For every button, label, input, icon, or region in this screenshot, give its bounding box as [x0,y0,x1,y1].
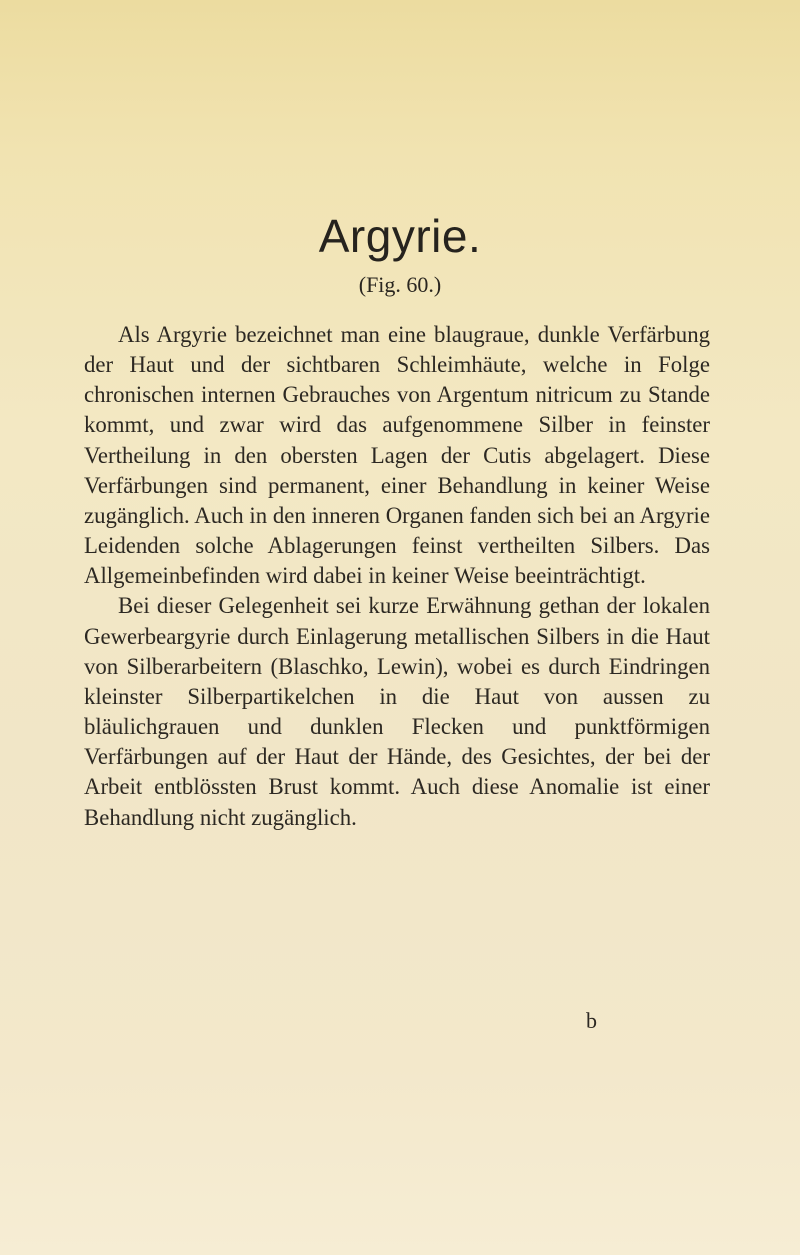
page-title: Argyrie. [318,210,482,262]
paragraph: Bei dieser Gelegenheit sei kurze Erwähnung gethan der lokalen Gewerbeargyrie durch Einlagerung metallischen Silbers in die Haut von Silberarbeitern (Blaschko, Lewin), wobei es durch Eindringen kleinster Silberpartikelchen in die Haut von aussen zu bläulichgrauen und dunklen Flecken und punktförmigen Verfärbungen auf der Haut der Hände, des Gesichtes, der bei der Arbeit entblössten Brust kommt. Auch diese Anomalie ist einer Behandlung nicht zugänglich. [84,593,710,830]
figure-reference: (Fig. 60.) [358,272,442,297]
body-text [84,320,710,833]
paragraph: Als Argyrie bezeichnet man eine blaugraue, dunkle Verfärbung der Haut und der sichtbaren Schleimhäute, welche in Folge chronischen internen Gebrauches von Argentum nitricum zu Stande kommt, und zwar wird das aufgenommene Silber in feinster Vertheilung in den obersten Lagen der Cutis abgelagert. Diese Verfärbungen sind permanent, einer Behandlung in keiner Weise zugänglich. Auch in den inneren Organen fanden sich bei an Argyrie Leidenden solche Ablagerungen feinst vertheilten Silbers. Das Allgemeinbefinden wird dabei in keiner Weise beeinträchtigt. [84,322,710,589]
signature-mark: b [586,1008,597,1033]
